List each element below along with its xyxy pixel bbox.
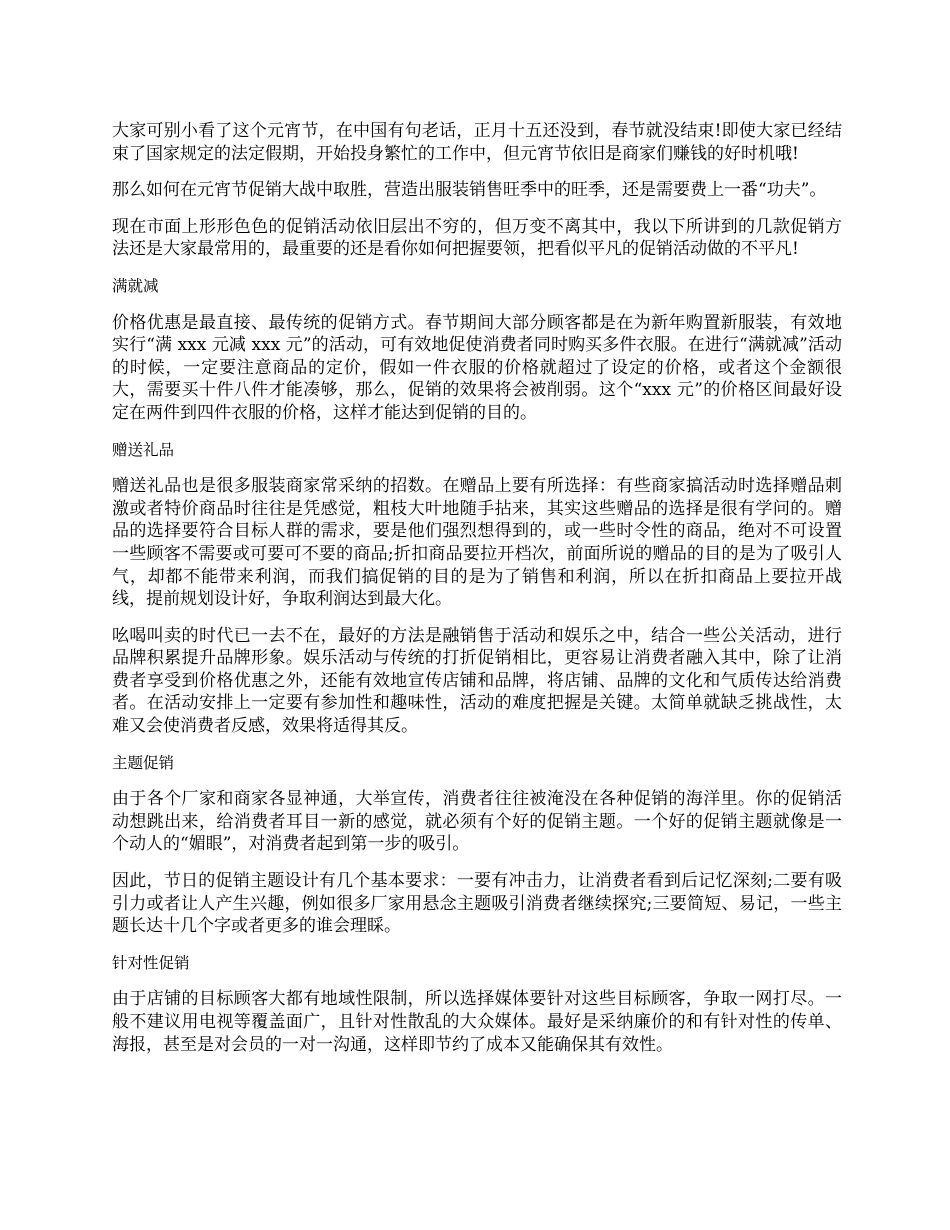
document-page: [112, 120, 842, 1070]
section-heading-gifts: 赠送礼品: [112, 440, 175, 459]
paragraph-gifts: 赠送礼品也是很多服装商家常采纳的招数。在赠品上要有所选择：有些商家搞活动时选择赠品刺激或者特价商品时往往是凭感觉，粗枝大叶地随手拈来，其实这些赠品的选择是很有学问的。赠品的选择要符合目标人群的需求，要是他们强烈想得到的，或一些时令性的商品，绝对不可设置一些顾客不需要或可要可不要的商品;折扣商品要拉开档次，前面所说的赠品的目的是为了吸引人气，却都不能带来利润，而我们搞促销的目的是为了销售和利润，所以在折扣商品上要拉开战线，提前规划设计好，争取利润达到最大化。: [112, 476, 842, 610]
paragraph-intro: 大家可别小看了这个元宵节，在中国有句老话，正月十五还没到，春节就没结束!即使大家已经结束了国家规定的法定假期，开始投身繁忙的工作中，但元宵节依旧是商家们赚钱的好时机哦!: [112, 121, 842, 164]
paragraph-theme: 由于各个厂家和商家各显神通，大举宣传，消费者往往被淹没在各种促销的海洋里。你的促销活动想跳出来，给消费者耳目一新的感觉，就必须有个好的促销主题。一个好的促销主题就像是一个动人的“媚眼”，对消费者起到第一步的吸引。: [112, 789, 842, 855]
paragraph-discount: 价格优惠是最直接、最传统的促销方式。春节期间大部分顾客都是在为新年购置新服装，有效地实行“满 xxx 元减 xxx 元”的活动，可有效地促使消费者同时购买多件衣服。在进行“满就减”活动的时候，一定要注意商品的定价，假如一件衣服的价格就超过了设定的价格，或者这个金额很大，需要买十件八件才能凑够，那么，促销的效果将会被削弱。这个“xxx 元”的价格区间最好设定在两件到四件衣服的价格，这样才能达到促销的目的。: [112, 312, 842, 423]
paragraph-targeted: 由于店铺的目标顾客大都有地域性限制，所以选择媒体要针对这些目标顾客，争取一网打尽。一般不建议用电视等覆盖面广，且针对性散乱的大众媒体。最好是采纳廉价的和有针对性的传单、海报，甚至是对会员的一对一沟通，这样即节约了成本又能确保其有效性。: [112, 989, 842, 1055]
paragraph-entertainment: 吆喝叫卖的时代已一去不在，最好的方法是融销售于活动和娱乐之中，结合一些公关活动，进行品牌积累提升品牌形象。娱乐活动与传统的打折促销相比，更容易让消费者融入其中，除了让消费者享受到价格优惠之外，还能有效地宣传店铺和品牌，将店铺、品牌的文化和气质传达给消费者。在活动安排上一定要有参加性和趣味性，活动的难度把握是关键。太简单就缺乏挑战性，太难又会使消费者反感，效果将适得其反。: [112, 625, 842, 737]
paragraph-how-to-win: 那么如何在元宵节促销大战中取胜，营造出服装销售旺季中的旺季，还是需要费上一番“功夫”。: [112, 180, 827, 201]
section-heading-targeted: 针对性促销: [112, 953, 190, 972]
section-heading-discount: 满就减: [112, 276, 159, 295]
section-heading-theme: 主题促销: [112, 753, 175, 772]
paragraph-theme-requirements: 因此，节日的促销主题设计有几个基本要求：一要有冲击力，让消费者看到后记忆深刻;二要有吸引力或者让人产生兴趣，例如很多厂家用悬念主题吸引消费者继续探究;三要简短、易记，一些主题长达十几个字或者更多的谁会理睬。: [112, 871, 842, 937]
paragraph-common-methods: 现在市面上形形色色的促销活动依旧层出不穷的，但万变不离其中，我以下所讲到的几款促销方法还是大家最常用的，最重要的还是看你如何把握要领，把看似平凡的促销活动做的不平凡!: [112, 216, 842, 260]
